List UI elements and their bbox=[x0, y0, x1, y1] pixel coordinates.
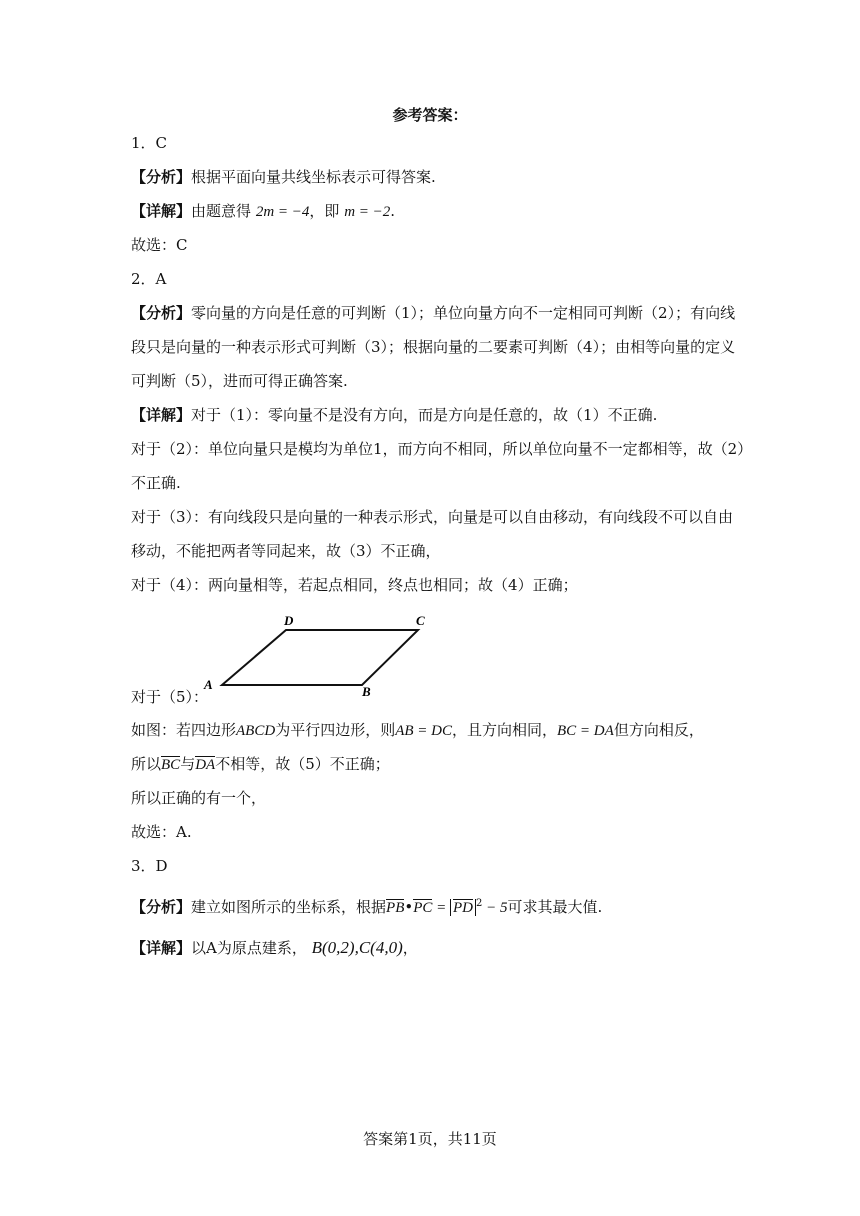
parallelogram-shape bbox=[222, 630, 418, 685]
q1-equation-2: m = −2 bbox=[344, 204, 391, 220]
q2-detail-2-line-1: 对于（2）：单位向量只是模均为单位1，而方向不相同，所以单位向量不一定都相等，故（2） bbox=[131, 440, 753, 458]
q2-detail-5-lead: 对于（5）： bbox=[131, 688, 209, 706]
q2-detail-3-line-2: 移动，不能把两者等同起来，故（3）不正确， bbox=[131, 542, 441, 560]
q1-detail bbox=[131, 201, 395, 222]
q1-analysis-text: 根据平面向量共线坐标表示可得答案. bbox=[191, 168, 436, 186]
text-segment: 不相等，故（5）不正确； bbox=[215, 755, 390, 773]
q3-head: 3．D bbox=[131, 857, 168, 875]
q2-detail-3-line-1: 对于（3）：有向线段只是向量的一种表示形式，向量是可以自由移动，有向线段不可以自由 bbox=[131, 508, 734, 526]
text-segment: 但方向相反， bbox=[613, 721, 704, 739]
vertex-label-c: C bbox=[416, 613, 425, 628]
vertex-label-d: D bbox=[284, 613, 294, 628]
q2-detail-2-line-2: 不正确. bbox=[131, 474, 181, 492]
vector-pb: PB bbox=[386, 900, 405, 916]
analysis-tag: 【分析】 bbox=[131, 898, 192, 916]
q2-conclusion: 所以正确的有一个， bbox=[131, 789, 267, 807]
dot-operator: • bbox=[404, 898, 414, 916]
text-segment: 以A为原点建系， bbox=[191, 939, 307, 957]
text-segment: 与 bbox=[180, 755, 196, 773]
analysis-tag: 【分析】 bbox=[131, 304, 192, 322]
analysis-tag: 【分析】 bbox=[131, 168, 192, 186]
q2-detail-5-line-2 bbox=[131, 754, 390, 774]
quadrilateral-name: ABCD bbox=[236, 723, 276, 739]
q2-detail-5-line-1 bbox=[131, 720, 704, 741]
q2-analysis-line-1 bbox=[131, 303, 735, 323]
equation-ab-dc: AB = DC bbox=[395, 723, 452, 739]
q2-detail-text-1: 对于（1）：零向量不是没有方向，而是方向是任意的，故（1）不正确. bbox=[191, 406, 658, 424]
point-coordinates: B(0,2),C(4,0) bbox=[311, 938, 403, 957]
vector-pd: PD bbox=[453, 900, 474, 916]
vector-bc: BC bbox=[161, 757, 181, 773]
parallelogram-figure bbox=[200, 610, 440, 700]
q1-detail-text: 由题意得 bbox=[191, 202, 252, 220]
q1-head: 1．C bbox=[131, 134, 168, 152]
text-segment: 如图：若四边形 bbox=[131, 721, 237, 739]
equals-sign: = bbox=[432, 900, 451, 916]
exponent: 2 bbox=[476, 898, 483, 909]
minus-five: − 5 bbox=[482, 900, 508, 916]
text-segment: 建立如图所示的坐标系，根据 bbox=[191, 898, 387, 916]
detail-tag: 【详解】 bbox=[131, 202, 192, 220]
q2-detail-1 bbox=[131, 405, 657, 425]
q2-analysis-text-1: 零向量的方向是任意的可判断（1）；单位向量方向不一定相同可判断（2）；有向线 bbox=[191, 304, 736, 322]
q1-analysis bbox=[131, 167, 436, 187]
page-footer: 答案第1页，共11页 bbox=[363, 1130, 497, 1148]
q1-detail-text-2: ，即 bbox=[309, 202, 340, 220]
vertex-label-b: B bbox=[362, 684, 371, 699]
text-segment: ， bbox=[402, 939, 418, 957]
q2-analysis-line-3: 可判断（5），进而可得正确答案. bbox=[131, 372, 348, 390]
q2-head: 2．A bbox=[131, 270, 167, 288]
magnitude-bars bbox=[450, 899, 476, 916]
vector-da: DA bbox=[195, 757, 216, 773]
detail-tag: 【详解】 bbox=[131, 406, 192, 424]
text-segment: ，且方向相同， bbox=[452, 721, 558, 739]
vector-pc: PC bbox=[413, 900, 433, 916]
q1-detail-period: . bbox=[390, 202, 396, 220]
q2-choice: 故选：A. bbox=[131, 823, 192, 841]
text-segment: 可求其最大值. bbox=[507, 898, 603, 916]
text-segment: 所以 bbox=[131, 755, 162, 773]
vertex-label-a: A bbox=[204, 677, 213, 692]
detail-tag: 【详解】 bbox=[131, 939, 192, 957]
equation-bc-da: BC = DA bbox=[557, 723, 614, 739]
q2-detail-4: 对于（4）：两向量相等，若起点相同，终点也相同；故（4）正确； bbox=[131, 576, 578, 594]
page-title: 参考答案： bbox=[392, 106, 468, 124]
q3-detail bbox=[131, 938, 418, 958]
text-segment: 为平行四边形，则 bbox=[275, 721, 396, 739]
q1-equation-1: 2m = −4 bbox=[255, 204, 310, 220]
q1-choice: 故选：C bbox=[131, 236, 188, 254]
q3-analysis bbox=[131, 894, 602, 918]
q2-analysis-line-2: 段只是向量的一种表示形式可判断（3）；根据向量的二要素可判断（4）；由相等向量的定义 bbox=[131, 338, 736, 356]
